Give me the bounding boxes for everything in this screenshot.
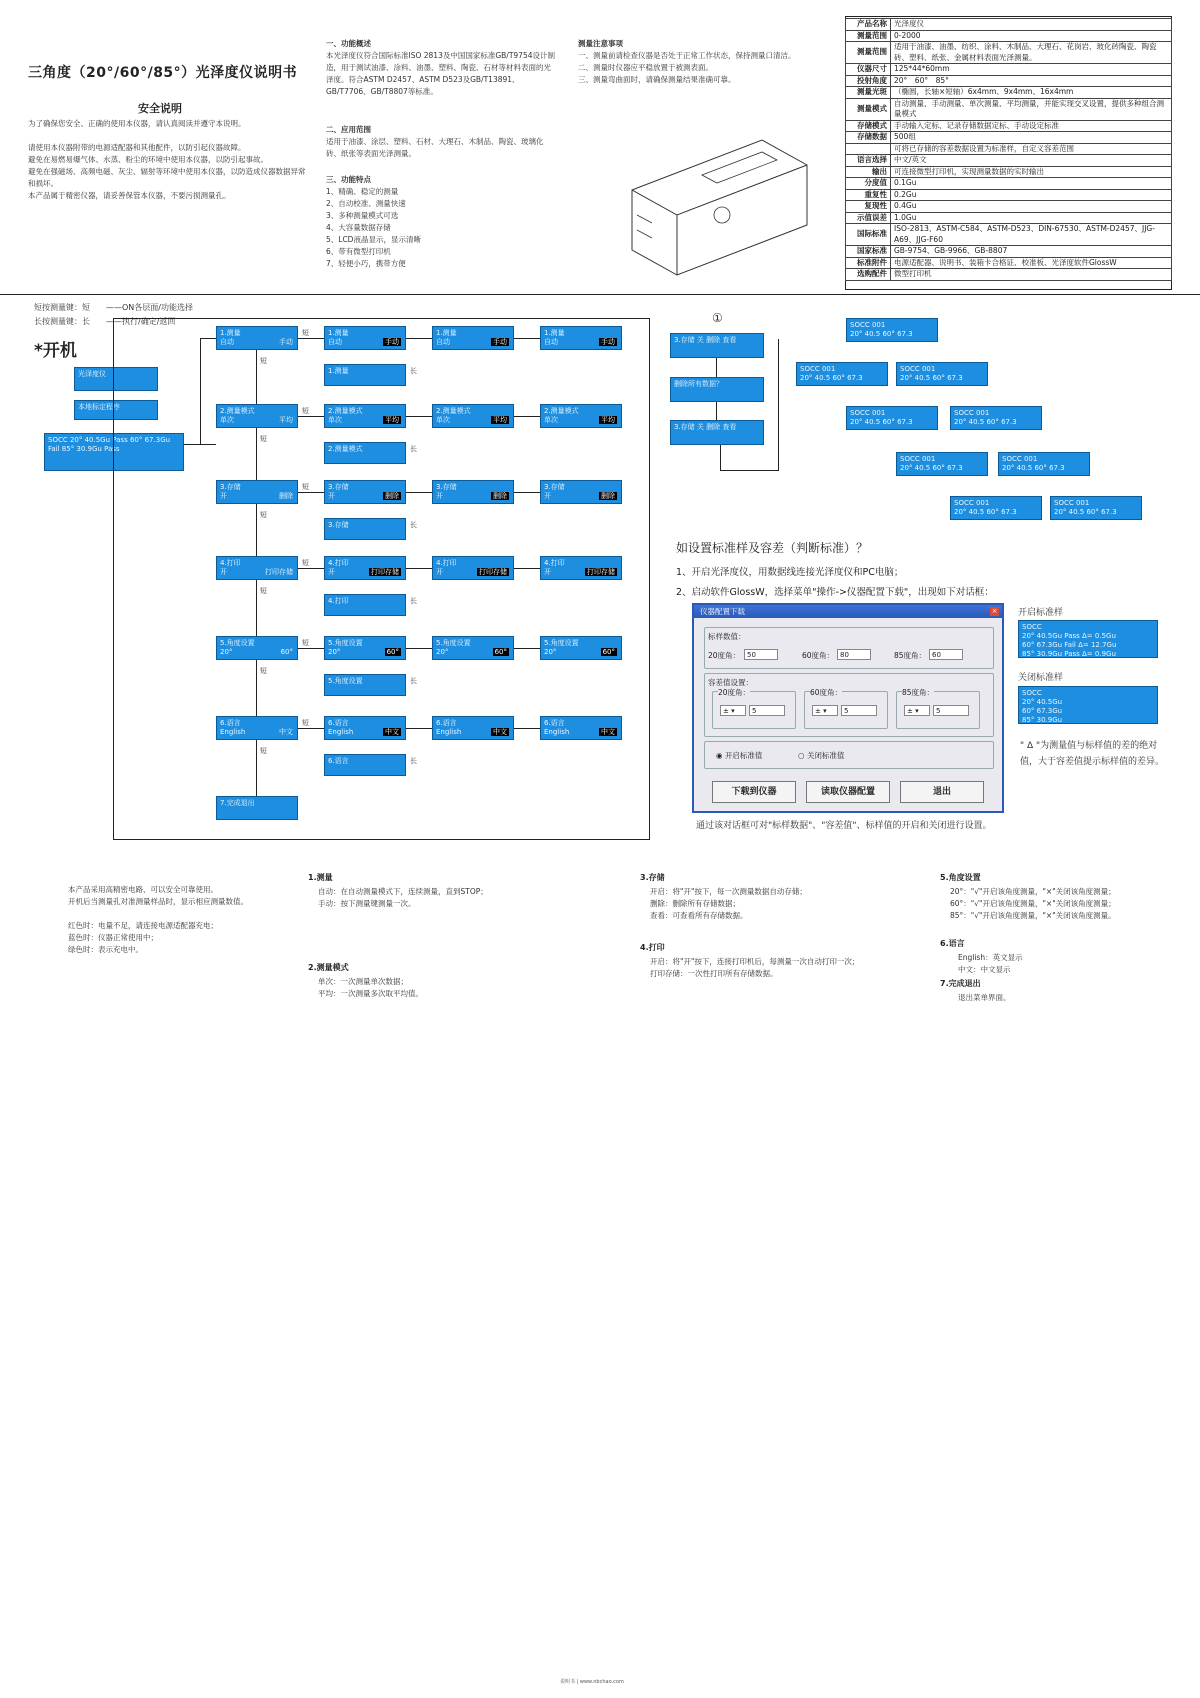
submenu-screen-lower: 4.打印 (324, 594, 406, 616)
spec-value: 0.1Gu (891, 178, 1172, 190)
stored-data-screen: SOCC 001 20° 40.5 60° 67.3 (846, 406, 938, 430)
spec-value: 0.4Gu (891, 201, 1172, 213)
short-label: 短 (260, 511, 267, 519)
bottom-t6: English：英文显示 中文：中文显示 (958, 953, 1023, 974)
submenu-screen: 4.打印 开 打印存储 (324, 556, 406, 580)
connector (298, 728, 324, 729)
stored-data-screen: SOCC 001 20° 40.5 60° 67.3 (950, 406, 1042, 430)
connector (406, 492, 432, 493)
store-screen-3: 3.存储 关 删除 查看 (670, 420, 764, 445)
bottom-h4: 4.打印 (640, 943, 665, 952)
connector (406, 338, 432, 339)
spec-row (846, 166, 1172, 178)
connector (406, 648, 432, 649)
spec-row (846, 120, 1172, 132)
store-screen-2: 删除所有数据？ (670, 377, 764, 402)
spec-value: 20° 60° 85° (891, 75, 1172, 87)
stored-data-screen: SOCC 001 20° 40.5 60° 67.3 (796, 362, 888, 386)
spec-row (846, 155, 1172, 167)
connector (184, 444, 216, 445)
bottom-t1: 自动：在自动测量模式下，连续测量，直到STOP； 手动：按下测量键测量一次。 (318, 887, 488, 908)
menu-screen: 1.测量 自动 手动 (216, 326, 298, 350)
dialog-note: 通过该对话框可对"标样数据"、"容差值"、标样值的开启和关闭进行设置。 (696, 821, 992, 831)
spec-key: 分度值 (846, 178, 891, 190)
spec-value: 手动输入定标、记录存储数据定标、手动设定标准 (891, 120, 1172, 132)
std-values-group (704, 627, 994, 669)
submenu-screen-lower: 6.语言 (324, 754, 406, 776)
legend-long: 长按测量键：长 ——执行/确定/返回 (34, 317, 176, 326)
store-screen-1: 3.存储 关 删除 查看 (670, 333, 764, 358)
spec-value: 0.2Gu (891, 189, 1172, 201)
submenu-screen: 6.语言 English 中文 (540, 716, 622, 740)
stored-data-screen: SOCC 001 20° 40.5 60° 67.3 (998, 452, 1090, 476)
connector (514, 492, 540, 493)
spec-row (846, 189, 1172, 201)
spec-value: 500组 (891, 132, 1172, 144)
menu-screen: 2.测量模式 单次 平均 (216, 404, 298, 428)
bottom-intro: 本产品采用高精密电路、可以安全可靠使用。 开机后当测量孔对准测量样品时，显示相应测量数值。 红色时：电量不足，请连接电源适配器充电； 蓝色时：仪器正常使用中； 绿色时：表示充电中。 (68, 885, 248, 954)
main-screen: SOCC 20° 40.5Gu Pass 60° 67.3Gu Fail 85° 30.9Gu Pass (44, 433, 184, 471)
boot-screen-2: 本地标定程序 (74, 400, 158, 420)
bottom-t4: 开启：将"开"按下，连接打印机后，每测量一次自动打印一次； 打印存储：一次性打印所有存储数据。 (650, 957, 860, 978)
circle-marker: ① (712, 311, 723, 325)
connector (298, 568, 324, 569)
close-std-label: 关闭标准样 (1018, 673, 1064, 683)
spec-value: 电源适配器、说明书、装箱卡合格证、校准板、光泽度软件GlossW (891, 257, 1172, 269)
submenu-screen: 6.语言 English 中文 (324, 716, 406, 740)
bottom-t7: 退出菜单界面。 (958, 993, 1011, 1002)
col3-text: 一、测量前请检查仪器是否处于正常工作状态，保持测量口清洁。 二、测量时仪器应平稳放置于被测表面。 三、测量弯曲面时，请确保测量结果准确可靠。 (578, 51, 796, 84)
connector (514, 416, 540, 417)
tol-60-sign[interactable]: ± ▾ (812, 705, 838, 716)
spec-key: 语言选择 (846, 155, 891, 167)
spec-key: 测量光斑 (846, 87, 891, 99)
submenu-screen: 3.存储 开 删除 (324, 480, 406, 504)
submenu-screen: 1.测量 自动 手动 (540, 326, 622, 350)
spec-value: 可将已存储的容差数据设置为标准样，自定义容差范围 (891, 143, 1172, 155)
spec-key: 示值误差 (846, 212, 891, 224)
submenu-screen-lower: 3.存储 (324, 518, 406, 540)
bottom-t3: 开启：将"开"按下，每一次测量数据自动存储； 删除：删除所有存储数据； 查看：可查看所有存储数据。 (650, 887, 807, 920)
legend-short: 短按测量键：短 ——ON各层面/功能选择 (34, 303, 193, 312)
spec-row (846, 257, 1172, 269)
spec-key: 标准附件 (846, 257, 891, 269)
spec-row (846, 75, 1172, 87)
short-label: 短 (260, 747, 267, 755)
spec-row (846, 143, 1172, 155)
spec-key: 输出 (846, 166, 891, 178)
bottom-h3: 3.存储 (640, 873, 665, 882)
spec-value: 光泽度仪 (891, 19, 1172, 31)
col3-heading: 测量注意事项 (578, 39, 623, 48)
open-std-screen: SOCC 20° 40.5Gu Pass Δ= 0.5Gu 60° 67.3Gu Fail Δ= 12.7Gu 85° 30.9Gu Pass Δ= 0.9Gu (1018, 620, 1158, 658)
radio-open-std[interactable]: ◉ 开启标准值 (716, 751, 763, 760)
connector (406, 416, 432, 417)
std-60-input[interactable]: 80 (837, 649, 871, 660)
long-label: 长 (410, 757, 417, 765)
connector (200, 338, 216, 339)
spec-key: 投射角度 (846, 75, 891, 87)
connector (298, 338, 324, 339)
menu-screen: 5.角度设置 20° 60° (216, 636, 298, 660)
close-icon[interactable]: × (991, 607, 998, 615)
bottom-h7: 7.完成退出 (940, 979, 981, 988)
section-divider (0, 294, 1200, 295)
menu-screen: 4.打印 开 打印存储 (216, 556, 298, 580)
spec-value: ISO-2813、ASTM-C584、ASTM-D523、DIN-67530、ASTM-D2457、JJG-A69、JJG-F60 (891, 224, 1172, 246)
menu-screen: 6.语言 English 中文 (216, 716, 298, 740)
connector (514, 648, 540, 649)
col2-heading-2: 二、应用范围 (326, 125, 371, 134)
tol-60-input[interactable]: 5 (841, 705, 877, 716)
submenu-screen: 5.角度设置 20° 60° (540, 636, 622, 660)
spec-row (846, 30, 1172, 42)
spec-value: 自动测量、手动测量、单次测量、平均测量，并能实现交叉设置，提供多种组合测量模式 (891, 98, 1172, 120)
tol-85-sign[interactable]: ± ▾ (904, 705, 930, 716)
connector (514, 728, 540, 729)
spec-row (846, 269, 1172, 281)
submenu-screen: 1.测量 自动 手动 (324, 326, 406, 350)
long-label: 长 (410, 445, 417, 453)
spec-value: 0-2000 (891, 30, 1172, 42)
submenu-screen: 3.存储 开 删除 (540, 480, 622, 504)
connector (256, 504, 257, 556)
submenu-screen-lower: 5.角度设置 (324, 674, 406, 696)
device-illustration (612, 120, 822, 290)
spec-key: 产品名称 (846, 19, 891, 31)
spec-key: 存储模式 (846, 120, 891, 132)
bottom-h5: 5.角度设置 (940, 873, 981, 882)
spec-row (846, 132, 1172, 144)
tol-85-input[interactable]: 5 (933, 705, 969, 716)
power-on-heading: *开机 (34, 341, 77, 361)
spec-key: 测量范围 (846, 30, 891, 42)
download-button[interactable]: 下载到仪器 (712, 781, 796, 803)
long-label: 长 (410, 521, 417, 529)
spec-key: 存储数据 (846, 132, 891, 144)
std-20-input[interactable]: 50 (744, 649, 778, 660)
safety-heading: 安全说明 (138, 102, 182, 115)
short-label: 短 (260, 667, 267, 675)
submenu-screen: 4.打印 开 打印存储 (432, 556, 514, 580)
col2-text-1: 本光泽度仪符合国际标准ISO 2813及中国国家标准GB/T9754设计制造，用于测试油漆、涂料、油墨、塑料、陶瓷、石材等材料表面的光泽度。符合ASTM D2457、ASTM D523及GB/T13891、GB/T7706、GB/T8807等标准。 (326, 51, 555, 96)
connector (256, 428, 257, 480)
short-label: 短 (302, 719, 309, 727)
menu-screen: 3.存储 开 删除 (216, 480, 298, 504)
spec-key: 测量范围 (846, 42, 891, 64)
connector (298, 648, 324, 649)
short-label: 短 (302, 329, 309, 337)
bottom-h2: 2.测量模式 (308, 963, 349, 972)
connector (514, 568, 540, 569)
bottom-t2: 单次：一次测量单次数据； 平均：一次测量多次取平均值。 (318, 977, 423, 998)
close-std-screen: SOCC 20° 40.5Gu 60° 67.3Gu 85° 30.9Gu (1018, 686, 1158, 724)
spec-row (846, 87, 1172, 99)
connector (406, 728, 432, 729)
spec-row (846, 224, 1172, 246)
long-label: 长 (410, 597, 417, 605)
spec-value: （椭圆，长轴×短轴）6x4mm、9x4mm、16x4mm (891, 87, 1172, 99)
spec-value: 中文/英文 (891, 155, 1172, 167)
short-label: 短 (302, 407, 309, 415)
spec-key: 复现性 (846, 201, 891, 213)
dialog-title: 仪器配置下载 (694, 605, 1002, 618)
spec-value: 125*44*60mm (891, 64, 1172, 76)
stored-data-screen: SOCC 001 20° 40.5 60° 67.3 (1050, 496, 1142, 520)
std-setting-steps: 1、开启光泽度仪，用数据线连接光泽度仪和PC电脑； 2、启动软件GlossW，选择菜单"操作->仪器配置下载"，出现如下对话框： (676, 567, 994, 598)
spec-table (845, 18, 1172, 281)
boot-screen-1: 光泽度仪 (74, 367, 158, 391)
spec-row (846, 19, 1172, 31)
bottom-t5: 20°："√"开启该角度测量，"×"关闭该角度测量； 60°："√"开启该角度测量，"×"关闭该角度测量； 85°："√"开启该角度测量，"×"关闭该角度测量。 (950, 887, 1116, 920)
tol-20-sign[interactable]: ± ▾ (720, 705, 746, 716)
stored-data-screen: SOCC 001 20° 40.5 60° 67.3 (896, 362, 988, 386)
submenu-screen: 6.语言 English 中文 (432, 716, 514, 740)
submenu-screen: 4.打印 开 打印存储 (540, 556, 622, 580)
short-label: 短 (260, 587, 267, 595)
spec-value: 1.0Gu (891, 212, 1172, 224)
short-label: 短 (302, 639, 309, 647)
short-label: 短 (260, 435, 267, 443)
submenu-screen: 3.存储 开 删除 (432, 480, 514, 504)
radio-close-std[interactable]: ○ 关闭标准值 (798, 751, 845, 760)
menu-screen: 7.完成退出 (216, 796, 298, 820)
spec-row (846, 246, 1172, 258)
connector (298, 492, 324, 493)
spec-value: 适用于油漆、油墨、纺织、涂料、木制品、大理石、花岗岩、玻化砖陶瓷、陶瓷砖、塑料、纸张、金属材料表面光泽测量。 (891, 42, 1172, 64)
spec-key: 国家标准 (846, 246, 891, 258)
spec-key: 国际标准 (846, 224, 891, 246)
submenu-screen-lower: 1.测量 (324, 364, 406, 386)
col2-heading-3: 三、功能特点 (326, 175, 371, 184)
stored-data-screen: SOCC 001 20° 40.5 60° 67.3 (896, 452, 988, 476)
connector (514, 338, 540, 339)
col2-heading-1: 一、功能概述 (326, 39, 371, 48)
short-label: 短 (302, 483, 309, 491)
long-label: 长 (410, 367, 417, 375)
connector (256, 350, 257, 404)
stored-data-screen: SOCC 001 20° 40.5 60° 67.3 (846, 318, 938, 342)
submenu-screen: 2.测量模式 单次 平均 (324, 404, 406, 428)
col2-text-3: 1、精确、稳定的测量 2、自动校准、测量快速 3、多种测量模式可选 4、大容量数据存储 5、LCD液晶显示，显示清晰 6、带有微型打印机 7、轻便小巧，携带方便 (326, 187, 421, 268)
footer-text: 说明书 | www.nbchao.com (560, 1679, 624, 1685)
submenu-screen: 2.测量模式 单次 平均 (540, 404, 622, 428)
submenu-screen: 2.测量模式 单次 平均 (432, 404, 514, 428)
connector (256, 740, 257, 796)
spec-row (846, 212, 1172, 224)
safety-text: 为了确保您安全、正确的使用本仪器，请认真阅读并遵守本说明。 请使用本仪器附带的电源适配器和其他配件，以防引起仪器故障。 避免在易燃易爆气体、水蒸、粉尘的环境中使用本仪器，以防引起事故。 避免在强磁场、高频电磁、灰尘、辐射等环境中使用本仪器，以防造成仪器数据异常和损坏。 本产品属于精密仪器，请妥善保管本仪器，不要污损测量孔。 (28, 119, 306, 200)
spec-row (846, 178, 1172, 190)
spec-key: 仪器尺寸 (846, 64, 891, 76)
col2-text-2: 适用于油漆、涂层、塑料、石材、大理石、木制品、陶瓷、玻璃化砖、纸张等表面光泽测量。 (326, 137, 544, 158)
spec-key: 选购配件 (846, 269, 891, 281)
document-title: 三角度（20°/60°/85°）光泽度仪说明书 (28, 65, 298, 81)
spec-row (846, 42, 1172, 64)
submenu-screen: 5.角度设置 20° 60° (324, 636, 406, 660)
std-setting-question: 如设置标准样及容差（判断标准）？ (676, 541, 869, 555)
spec-row (846, 98, 1172, 120)
spec-key (846, 143, 891, 155)
spec-value: 可连接微型打印机，实现测量数据的实时输出 (891, 166, 1172, 178)
open-std-label: 开启标准样 (1018, 608, 1064, 618)
tol-20-input[interactable]: 5 (749, 705, 785, 716)
short-label: 短 (260, 357, 267, 365)
spec-row (846, 64, 1172, 76)
spec-key: 重复性 (846, 189, 891, 201)
bottom-h6: 6.语言 (940, 939, 965, 948)
short-label: 短 (302, 559, 309, 567)
submenu-screen: 1.测量 自动 手动 (432, 326, 514, 350)
read-config-button[interactable]: 读取仪器配置 (806, 781, 890, 803)
spec-value: 微型打印机 (891, 269, 1172, 281)
std-note: " Δ "为测量值与标样值的差的绝对值，大于容差值提示标样值的差异。 (1020, 741, 1165, 767)
spec-value: GB-9754、GB-9966、GB-8807 (891, 246, 1172, 258)
std-85-input[interactable]: 60 (929, 649, 963, 660)
stored-data-screen: SOCC 001 20° 40.5 60° 67.3 (950, 496, 1042, 520)
connector (406, 568, 432, 569)
connector (256, 660, 257, 716)
connector (256, 580, 257, 636)
spec-row (846, 201, 1172, 213)
connector (298, 416, 324, 417)
spec-key: 测量模式 (846, 98, 891, 120)
submenu-screen-lower: 2.测量模式 (324, 442, 406, 464)
config-download-dialog: 仪器配置下载 × 标样数值： 20度角： 50 60度角： 80 85度角： 60 容差值设置： 20度角： ± ▾ 5 60度角： ± ▾ 5 85度角： ± ▾ 5 ◉ 开启标准值 ○ 关闭标准值 下载到仪器 读取仪器配置 退出 (692, 603, 1004, 813)
connector (200, 338, 201, 444)
exit-button[interactable]: 退出 (900, 781, 984, 803)
bottom-h1: 1.测量 (308, 873, 333, 882)
submenu-screen: 5.角度设置 20° 60° (432, 636, 514, 660)
long-label: 长 (410, 677, 417, 685)
